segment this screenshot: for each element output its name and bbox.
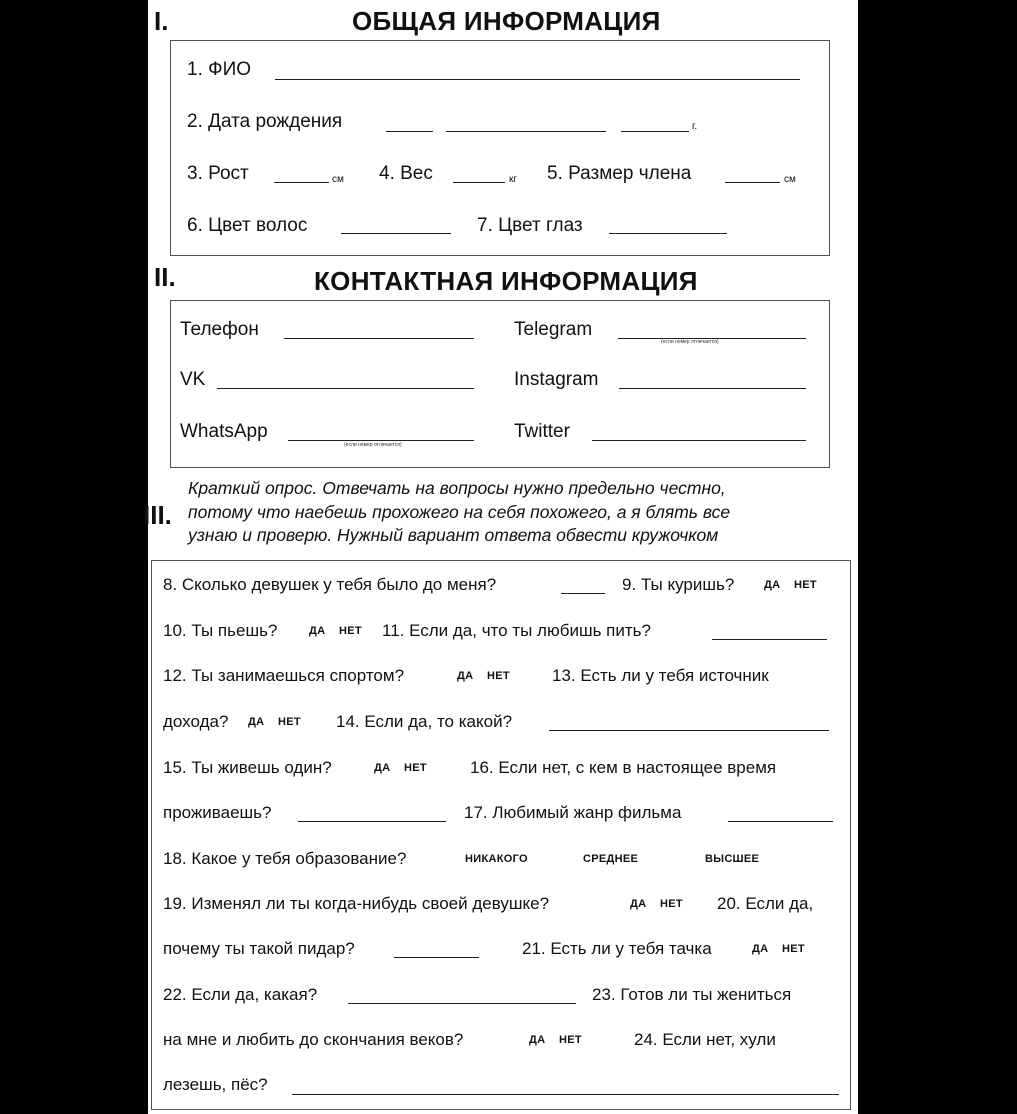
q14-label: 14. Если да, то какой? [336, 712, 513, 731]
eyes-field[interactable] [609, 233, 727, 234]
weight-label: 4. Вес [379, 163, 433, 184]
q19-no[interactable]: НЕТ [660, 898, 683, 910]
q12-no[interactable]: НЕТ [487, 670, 510, 682]
height-unit: см [332, 174, 344, 185]
vk-field[interactable] [217, 388, 474, 389]
general-info-box [170, 40, 830, 256]
twitter-field[interactable] [592, 440, 806, 441]
instagram-label: Instagram [514, 369, 599, 390]
q18-option-none[interactable]: НИКАКОГО [465, 853, 528, 865]
whatsapp-note: (если номер отличается) [344, 442, 402, 448]
birth-month-field[interactable] [446, 131, 606, 132]
q9-no[interactable]: НЕТ [794, 579, 817, 591]
q15-label: 15. Ты живешь один? [163, 758, 332, 777]
q13-yes[interactable]: ДА [248, 716, 265, 728]
q18-label: 18. Какое у тебя образование? [163, 849, 407, 868]
survey-box [151, 560, 851, 1110]
q21-yes[interactable]: ДА [752, 943, 769, 955]
section-3-number: III. [143, 500, 172, 530]
q23-no[interactable]: НЕТ [559, 1034, 582, 1046]
q9-label: 9. Ты куришь? [622, 575, 735, 594]
q24-label: 24. Если нет, хули [634, 1030, 776, 1049]
height-field[interactable] [274, 182, 329, 183]
intro-line-3: узнаю и проверю. Нужный вариант ответа обвести кружочком [188, 525, 719, 545]
weight-field[interactable] [453, 182, 505, 183]
vk-label: VK [180, 369, 206, 390]
form-sheet [143, 0, 858, 1114]
twitter-label: Twitter [514, 421, 570, 442]
birth-year-field[interactable] [621, 131, 689, 132]
q21-label: 21. Есть ли у тебя тачка [522, 939, 712, 958]
size-label: 5. Размер члена [547, 163, 692, 184]
q18-option-higher[interactable]: ВЫСШЕЕ [705, 853, 760, 865]
section-1-number: I. [154, 6, 169, 36]
q16-label-cont: проживаешь? [163, 803, 272, 822]
q9-yes[interactable]: ДА [764, 579, 781, 591]
q17-label: 17. Любимый жанр фильма [464, 803, 682, 822]
q21-no[interactable]: НЕТ [782, 943, 805, 955]
q8-field[interactable] [561, 593, 605, 594]
q16-label: 16. Если нет, с кем в настоящее время [470, 758, 777, 777]
q14-field[interactable] [549, 730, 829, 731]
q15-no[interactable]: НЕТ [404, 762, 427, 774]
q13-label: 13. Есть ли у тебя источник [552, 666, 769, 685]
q8-label: 8. Сколько девушек у тебя было до меня? [163, 575, 497, 594]
q10-label: 10. Ты пьешь? [163, 621, 278, 640]
q10-no[interactable]: НЕТ [339, 625, 362, 637]
weight-unit: кг [509, 174, 518, 185]
q20-label-cont: почему ты такой пидар? [163, 939, 355, 958]
eyes-label: 7. Цвет глаз [477, 215, 583, 236]
q12-label: 12. Ты занимаешься спортом? [163, 666, 405, 685]
phone-label: Телефон [180, 319, 259, 340]
intro-line-2: потому что наебешь прохожего на себя похожего, а я блять все [188, 501, 731, 522]
q18-option-secondary[interactable]: СРЕДНЕЕ [583, 853, 639, 865]
q16-field[interactable] [298, 821, 446, 822]
q15-yes[interactable]: ДА [374, 762, 391, 774]
hair-label: 6. Цвет волос [187, 215, 308, 236]
whatsapp-label: WhatsApp [180, 421, 268, 442]
q19-yes[interactable]: ДА [630, 898, 647, 910]
height-label: 3. Рост [187, 163, 249, 184]
q12-yes[interactable]: ДА [457, 670, 474, 682]
q11-field[interactable] [712, 639, 827, 640]
fio-field[interactable] [275, 79, 800, 80]
intro-line-1: Краткий опрос. Отвечать на вопросы нужно предельно честно, [188, 478, 726, 498]
instagram-field[interactable] [619, 388, 806, 389]
year-unit: г. [692, 121, 698, 132]
q23-label-cont: на мне и любить до скончания веков? [163, 1030, 464, 1049]
telegram-note: (если номер отличается) [661, 339, 719, 345]
survey-intro [188, 477, 730, 548]
telegram-label: Telegram [514, 319, 593, 340]
q23-yes[interactable]: ДА [529, 1034, 546, 1046]
phone-field[interactable] [284, 338, 474, 339]
birth-day-field[interactable] [386, 131, 433, 132]
q11-label: 11. Если да, что ты любишь пить? [382, 621, 651, 640]
q13-no[interactable]: НЕТ [278, 716, 301, 728]
size-field[interactable] [725, 182, 780, 183]
whatsapp-field[interactable] [288, 440, 474, 441]
q22-field[interactable] [348, 1003, 576, 1004]
q19-label: 19. Изменял ли ты когда-нибудь своей девушке? [163, 894, 550, 913]
hair-field[interactable] [341, 233, 451, 234]
contact-info-box [170, 300, 830, 468]
fio-label: 1. ФИО [187, 59, 252, 80]
q10-yes[interactable]: ДА [309, 625, 326, 637]
birth-label: 2. Дата рождения [187, 111, 343, 132]
size-unit: см [784, 174, 796, 185]
section-2-number: II. [154, 262, 176, 292]
q20-field[interactable] [394, 957, 479, 958]
q24-field[interactable] [292, 1094, 839, 1095]
q13-label-cont: дохода? [163, 712, 229, 731]
q20-label: 20. Если да, [717, 894, 814, 913]
section-2-title: КОНТАКТНАЯ ИНФОРМАЦИЯ [314, 266, 698, 296]
section-1-title: ОБЩАЯ ИНФОРМАЦИЯ [352, 6, 661, 36]
q22-label: 22. Если да, какая? [163, 985, 318, 1004]
q24-label-cont: лезешь, пёс? [163, 1075, 268, 1094]
q23-label: 23. Готов ли ты жениться [592, 985, 792, 1004]
q17-field[interactable] [728, 821, 833, 822]
